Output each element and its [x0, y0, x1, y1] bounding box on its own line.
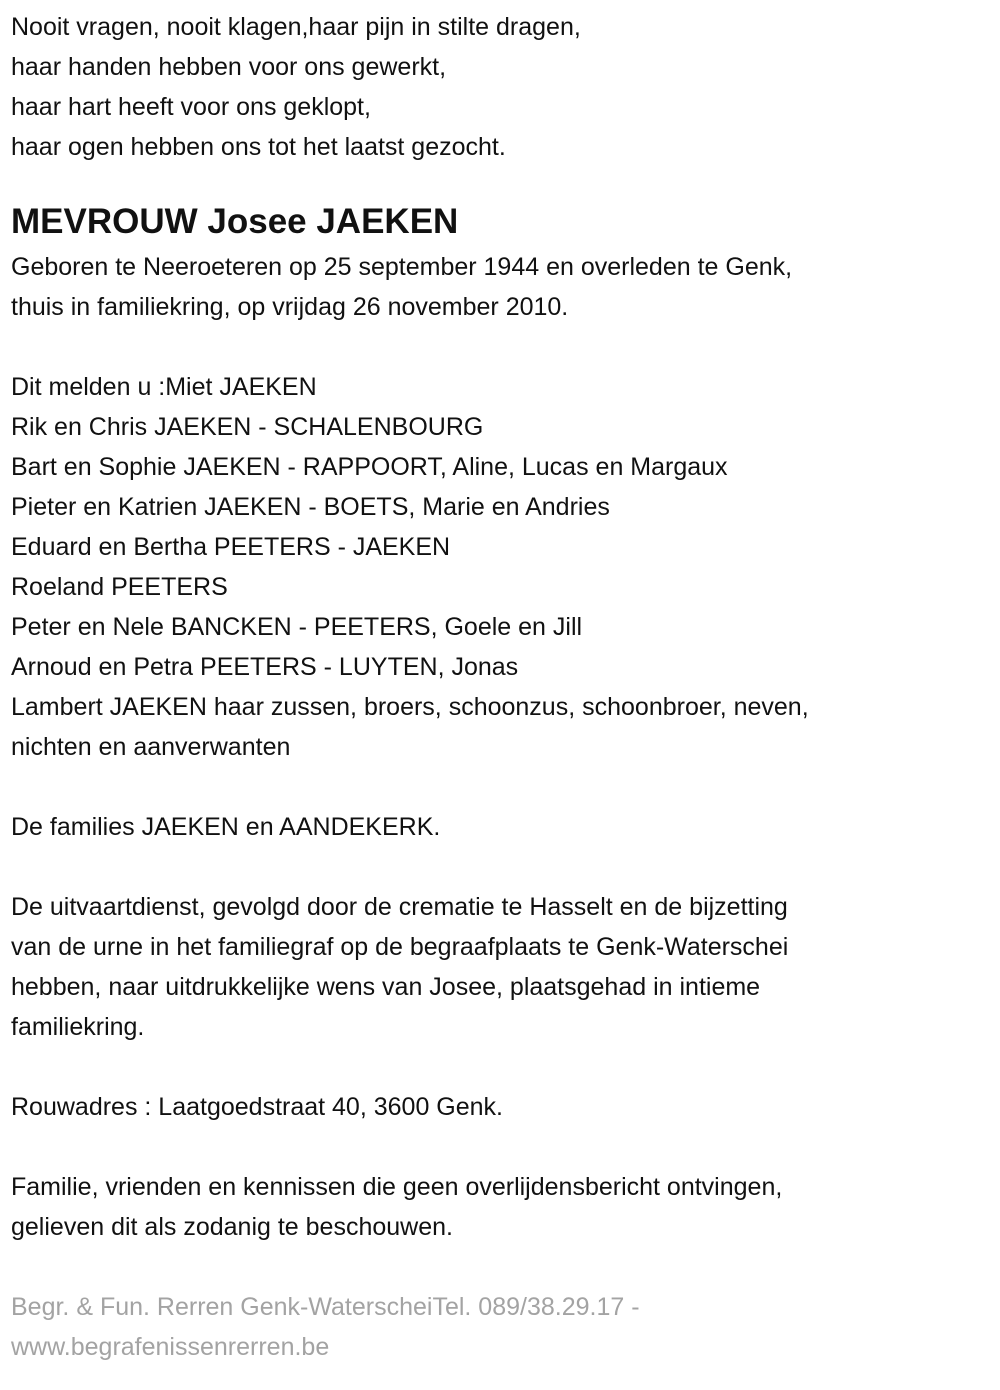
birth-death-info — [11, 247, 1000, 327]
family-line: Lambert JAEKEN haar zussen, broers, schoonzus, schoonbroer, neven, — [11, 693, 809, 721]
family-line: nichten en aanverwanten — [11, 733, 291, 761]
notice — [11, 1167, 1000, 1247]
poem-line: haar handen hebben voor ons gewerkt, — [11, 53, 447, 81]
family-line: Arnoud en Petra PEETERS - LUYTEN, Jonas — [11, 653, 519, 681]
mourning-address: Rouwadres : Laatgoedstraat 40, 3600 Genk. — [11, 1093, 503, 1121]
family-line: Eduard en Bertha PEETERS - JAEKEN — [11, 533, 451, 561]
poem — [11, 7, 1000, 167]
family-line: Peter en Nele BANCKEN - PEETERS, Goele en Jill — [11, 613, 583, 641]
family-line: Roeland PEETERS — [11, 573, 228, 601]
funeral-home-website: www.begrafenissenrerren.be — [11, 1333, 330, 1361]
text-line: Geboren te Neeroeteren op 25 september 1944 en overleden te Genk, — [11, 253, 793, 281]
text-line: gelieven dit als zodanig te beschouwen. — [11, 1213, 453, 1241]
funeral-home-footer — [11, 1287, 1000, 1367]
text-line: thuis in familiekring, op vrijdag 26 november 2010. — [11, 293, 569, 321]
family-line: Dit melden u :Miet JAEKEN — [11, 373, 317, 401]
family-line: Rik en Chris JAEKEN - SCHALENBOURG — [11, 413, 484, 441]
text-line: Familie, vrienden en kennissen die geen overlijdensbericht ontvingen, — [11, 1173, 783, 1201]
family-list — [11, 367, 1000, 767]
family-line: Bart en Sophie JAEKEN - RAPPOORT, Aline, Lucas en Margaux — [11, 453, 728, 481]
poem-line: haar hart heeft voor ons geklopt, — [11, 93, 371, 121]
families-line: De families JAEKEN en AANDEKERK. — [11, 813, 441, 841]
poem-line: haar ogen hebben ons tot het laatst gezocht. — [11, 133, 506, 161]
deceased-name: MEVROUW Josee JAEKEN — [11, 202, 459, 241]
family-line: Pieter en Katrien JAEKEN - BOETS, Marie en Andries — [11, 493, 610, 521]
text-line: hebben, naar uitdrukkelijke wens van Josee, plaatsgehad in intieme — [11, 973, 761, 1001]
funeral-home-contact: Begr. & Fun. Rerren Genk-WaterscheiTel. 089/38.29.17 - — [11, 1293, 640, 1321]
service-info — [11, 887, 1000, 1047]
text-line: van de urne in het familiegraf op de begraafplaats te Genk-Waterschei — [11, 933, 789, 961]
text-line: familiekring. — [11, 1013, 145, 1041]
poem-line: Nooit vragen, nooit klagen,haar pijn in stilte dragen, — [11, 13, 581, 41]
text-line: De uitvaartdienst, gevolgd door de crematie te Hasselt en de bijzetting — [11, 893, 788, 921]
